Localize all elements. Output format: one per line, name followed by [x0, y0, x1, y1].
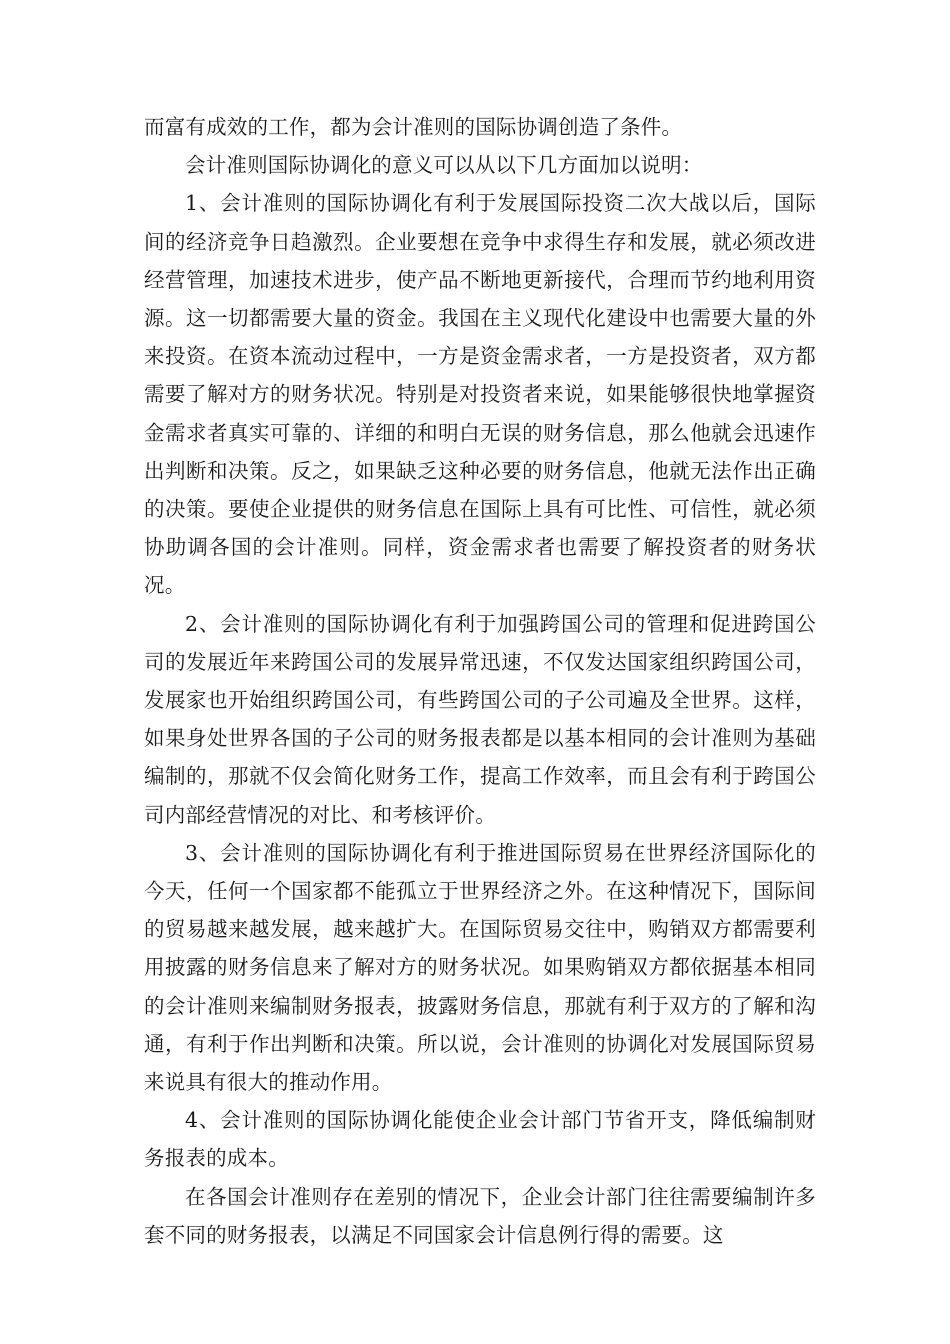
paragraph: 4、会计准则的国际协调化能使企业会计部门节省开支，降低编制财务报表的成本。	[144, 1108, 816, 1171]
paragraph: 而富有成效的工作，都为会计准则的国际协调创造了条件。	[144, 115, 683, 139]
paragraph: 1、会计准则的国际协调化有利于发展国际投资二次大战以后，国际间的经济竞争日趋激烈。企业要想在竞争中求得生存和发展，就必须改进经营管理，加速技术进步，使产品不断地更新接代，合理而节约地利用资源。这一切都需要大量的资金。我国在主义现代化建设中也需要大量的外来投资。在资本流动过程中，一方是资金需求者，一方是投资者，双方都需要了解对方的财务状况。特别是对投资者来说，如果能够很快地掌握资金需求者真实可靠的、详细的和明白无误的财务信息，那么他就会迅速作出判断和决策。反之，如果缺乏这种必要的财务信息，他就无法作出正确的决策。要使企业提供的财务信息在国际上具有可比性、可信性，就必须协助调各国的会计准则。同样，资金需求者也需要了解投资者的财务状况。	[144, 191, 816, 598]
paragraph: 3、会计准则的国际协调化有利于推进国际贸易在世界经济国际化的今天，任何一个国家都不能孤立于世界经济之外。在这种情况下，国际间的贸易越来越发展，越来越扩大。在国际贸易交往中，购销双方都需要利用披露的财务信息来了解对方的财务状况。如果购销双方都依据基本相同的会计准则来编制财务报表，披露财务信息，那就有利于双方的了解和沟通，有利于作出判断和决策。所以说，会计准则的协调化对发展国际贸易来说具有很大的推动作用。	[144, 840, 816, 1095]
paragraph: 会计准则国际协调化的意义可以从以下几方面加以说明：	[185, 153, 703, 178]
document-body	[144, 108, 816, 1254]
paragraph: 在各国会计准则存在差别的情况下，企业会计部门往往需要编制许多套不同的财务报表，以满足不同国家会计信息例行得的需要。这	[144, 1184, 816, 1247]
paragraph: 2、会计准则的国际协调化有利于加强跨国公司的管理和促进跨国公司的发展近年来跨国公司的发展异常迅速，不仅发达国家组织跨国公司，发展家也开始组织跨国公司，有些跨国公司的子公司遍及全世界。这样，如果身处世界各国的子公司的财务报表都是以基本相同的会计准则为基础编制的，那就不仅会简化财务工作，提高工作效率，而且会有利于跨国公司内部经营情况的对比、和考核评价。	[144, 611, 816, 827]
